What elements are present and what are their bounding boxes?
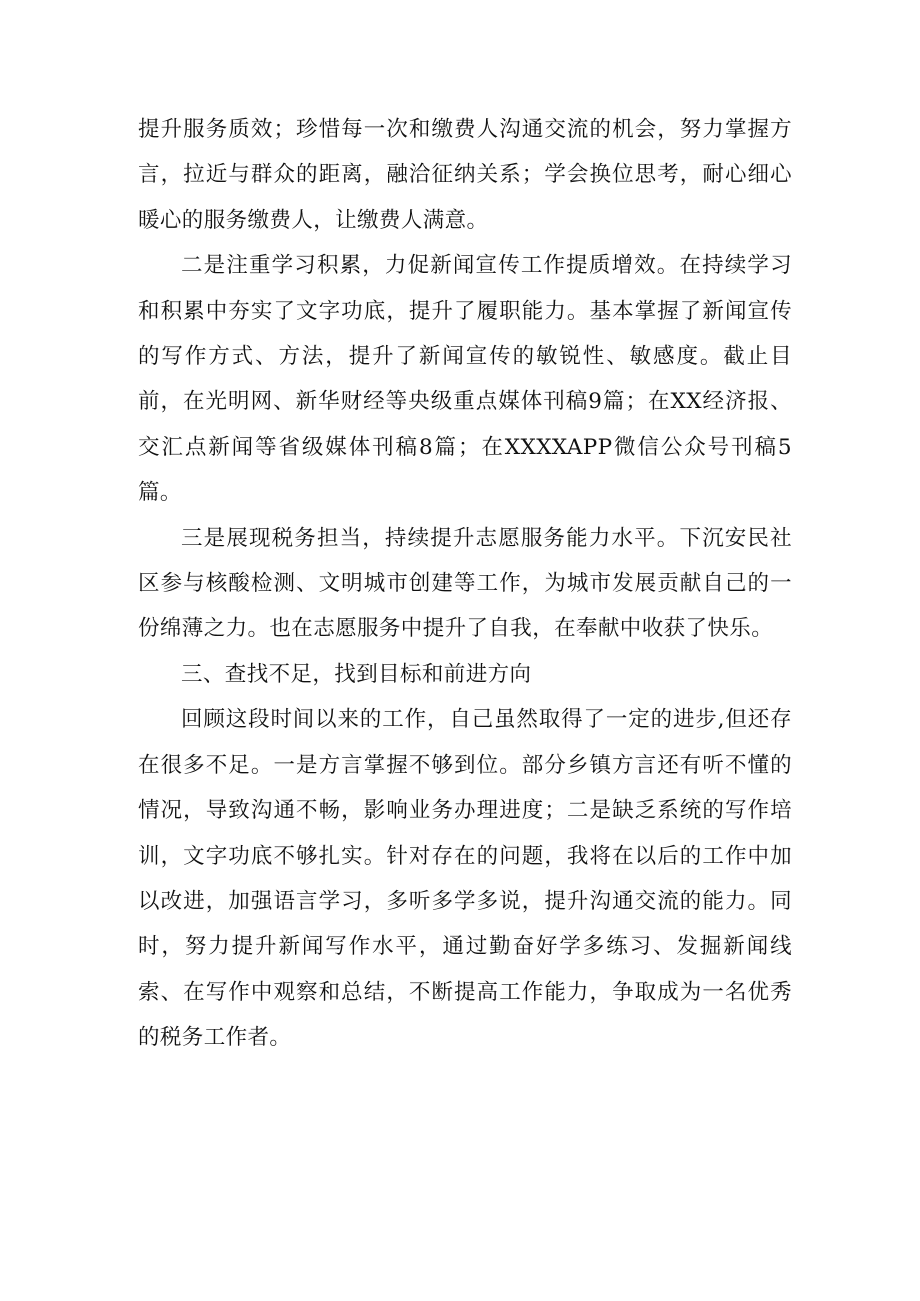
- paragraph-shortcomings: 回顾这段时间以来的工作，自己虽然取得了一定的进步,但还存在很多不足。一是方言掌握不够到位。部分乡镇方言还有听不懂的情况，导致沟通不畅，影响业务办理进度；二是缺乏系统的写作培训，文字功底不够扎实。针对存在的问题，我将在以后的工作中加以改进，加强语言学习，多听多学多说，提升沟通交流的能力。同时，努力提升新闻写作水平，通过勤奋好学多练习、发掘新闻线索、在写作中观察和总结，不断提高工作能力，争取成为一名优秀的税务工作者。: [138, 707, 792, 1051]
- document-body: [138, 107, 792, 1061]
- paragraph-volunteer-service: 三是展现税务担当，持续提升志愿服务能力水平。下沉安民社区参与核酸检测、文明城市创建等工作，为城市发展贡献自己的一份绵薄之力。也在志愿服务中提升了自我，在奉献中收获了快乐。: [138, 525, 792, 642]
- section-heading: 三、查找不足，找到目标和前进方向: [181, 661, 532, 687]
- paragraph-service-quality: 提升服务质效；珍惜每一次和缴费人沟通交流的机会，努力掌握方言，拉近与群众的距离，融洽征纳关系；学会换位思考，耐心细心暖心的服务缴费人，让缴费人满意。: [138, 117, 792, 233]
- paragraph-news-publicity: 二是注重学习积累，力促新闻宣传工作提质增效。在持续学习和积累中夯实了文字功底，提升了履职能力。基本掌握了新闻宣传的写作方式、方法，提升了新闻宣传的敏锐性、敏感度。截止目前，在光明网、新华财经等央级重点媒体刊稿9篇；在XX经济报、交汇点新闻等省级媒体刊稿8篇；在XXXXAPP微信公众号刊稿5篇。: [138, 253, 792, 506]
